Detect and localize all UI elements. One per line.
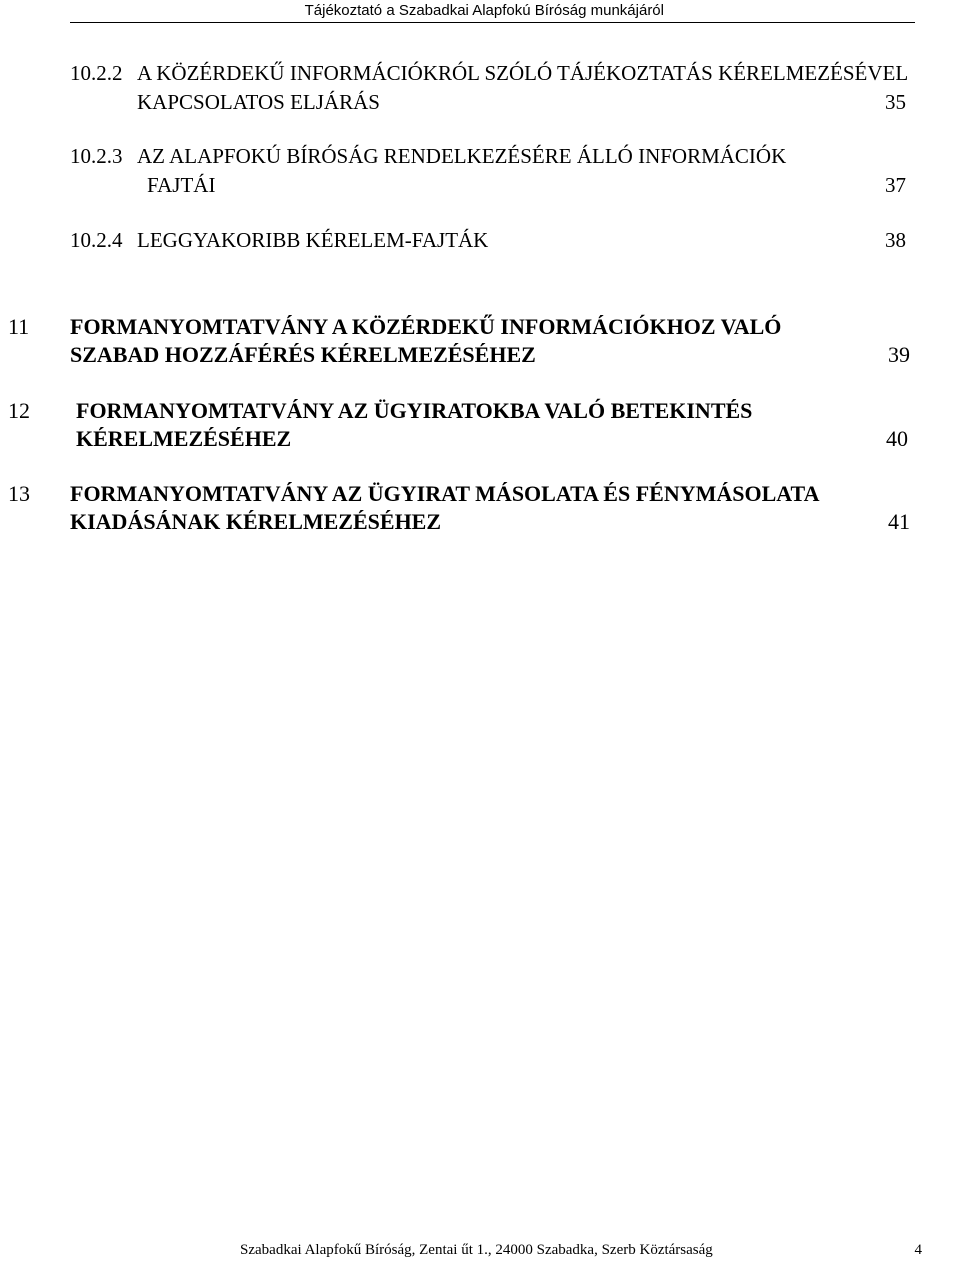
toc-entry-number: 13 (8, 481, 30, 506)
toc-entry-title-line2: FAJTÁI (147, 173, 216, 197)
page-footer (0, 1242, 960, 1262)
header-rule (70, 22, 915, 23)
toc-entry-title-line1: LEGGYAKORIBB KÉRELEM-FAJTÁK (137, 228, 489, 252)
toc-entry-number: 10.2.2 (70, 61, 123, 85)
toc-entry-10-2-4[interactable] (70, 226, 920, 256)
toc-entry-title-line2: SZABAD HOZZÁFÉRÉS KÉRELMEZÉSÉHEZ (70, 342, 536, 367)
toc-entry-13[interactable] (8, 480, 920, 538)
toc-entry-title-line1: AZ ALAPFOKÚ BÍRÓSÁG RENDELKEZÉSÉRE ÁLLÓ INFORMÁCIÓK (137, 144, 787, 168)
toc-entry-11[interactable] (8, 313, 920, 371)
toc-entry-page: 38 (885, 228, 906, 252)
toc-entry-title-line1: FORMANYOMTATVÁNY A KÖZÉRDEKŰ INFORMÁCIÓKHOZ VALÓ (70, 314, 782, 339)
page-header (0, 0, 960, 22)
toc-entry-title-line1: FORMANYOMTATVÁNY AZ ÜGYIRATOKBA VALÓ BETEKINTÉS (76, 398, 753, 423)
toc-entry-page: 39 (888, 342, 910, 367)
toc-entry-page: 40 (886, 426, 908, 451)
toc-entry-title-line1: A KÖZÉRDEKŰ INFORMÁCIÓKRÓL SZÓLÓ TÁJÉKOZTATÁS KÉRELMEZÉSÉVEL (137, 61, 909, 85)
toc-entry-12[interactable] (8, 397, 920, 455)
toc-entry-number: 10.2.4 (70, 228, 123, 252)
toc-entry-number: 10.2.3 (70, 144, 123, 168)
toc-entry-title-line2: KIADÁSÁNAK KÉRELMEZÉSÉHEZ (70, 509, 442, 534)
footer-address: Szabadkai Alapfokű Bíróság, Zentai űt 1., 24000 Szabadka, Szerb Köztársaság (240, 1242, 713, 1258)
toc-entry-number: 11 (8, 314, 30, 339)
toc-entry-page: 35 (885, 90, 906, 114)
toc-entry-page: 41 (888, 509, 910, 534)
toc-entry-number: 12 (8, 398, 30, 423)
toc-entry-10-2-3[interactable] (70, 142, 920, 202)
toc-entry-title-line2: KAPCSOLATOS ELJÁRÁS (137, 90, 380, 114)
header-title: Tájékoztató a Szabadkai Alapfokú Bíróság munkájáról (304, 2, 664, 19)
toc-entry-page: 37 (885, 173, 906, 197)
toc-entry-10-2-2[interactable] (70, 59, 920, 119)
toc-entry-title-line2: KÉRELMEZÉSÉHEZ (76, 426, 292, 451)
toc-entry-title-line1: FORMANYOMTATVÁNY AZ ÜGYIRAT MÁSOLATA ÉS FÉNYMÁSOLATA (70, 481, 820, 506)
footer-page-number: 4 (914, 1242, 922, 1258)
